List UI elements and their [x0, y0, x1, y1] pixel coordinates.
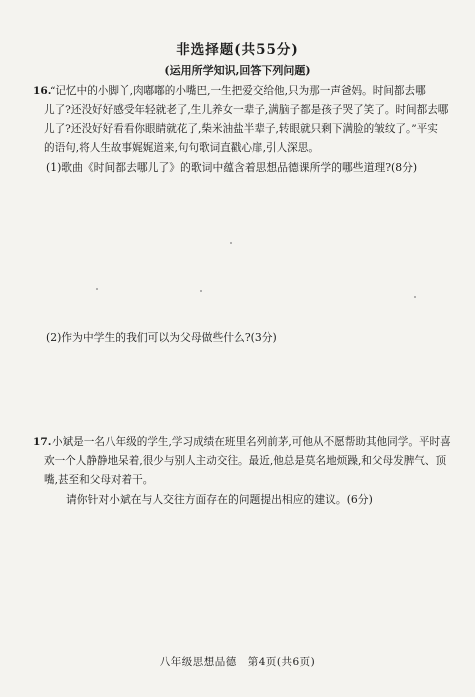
question-17-line-3: 嘴,甚至和父母对着干。	[44, 474, 154, 486]
question-17-line-1: 小斌是一名八年级的学生,学习成绩在班里名列前茅,可他从不愿帮助其他同学。平时喜	[52, 436, 451, 448]
question-16-line-3: 儿了?还没好好看看你眼睛就花了,柴米油盐半辈子,转眼就只剩下满脸的皱纹了。”平实	[44, 123, 438, 135]
question-17-prompt: 请你针对小斌在与人交往方面存在的问题提出相应的建议。(6分)	[66, 493, 373, 506]
question-16-line-1: “记忆中的小脚丫,肉嘟嘟的小嘴巴,一生把爱交给他,只为那一声爸妈。时间都去哪	[50, 85, 426, 97]
page-footer: 八年级思想品德 第4页(共6页)	[159, 656, 316, 668]
section-subtitle: (运用所学知识,回答下列问题)	[164, 64, 311, 77]
question-16-line-2: 儿了?还没好好感受年轻就老了,生儿养女一辈子,满脑子都是孩子哭了笑了。时间都去哪	[44, 104, 449, 116]
question-16-sub-1: (1)歌曲《时间都去哪儿了》的歌词中蕴含着思想品德课所学的哪些道理?(8分)	[46, 161, 418, 174]
question-17-line-2: 欢一个人静静地呆着,很少与别人主动交往。最近,他总是莫名地烦躁,和父母发脾气、顶	[44, 455, 447, 467]
scan-speck	[200, 290, 202, 292]
scan-speck	[414, 296, 416, 298]
question-16-number: 16.	[33, 85, 52, 97]
question-16-sub-2: (2)作为中学生的我们可以为父母做些什么?(3分)	[46, 331, 277, 344]
scan-speck	[96, 288, 98, 290]
question-17-number: 17.	[33, 436, 52, 448]
scan-speck	[230, 242, 232, 244]
question-16-line-4: 的语句,将人生故事娓娓道来,句句歌词直戳心扉,引人深思。	[44, 142, 319, 154]
section-title: 非选择题(共55分)	[176, 42, 299, 58]
